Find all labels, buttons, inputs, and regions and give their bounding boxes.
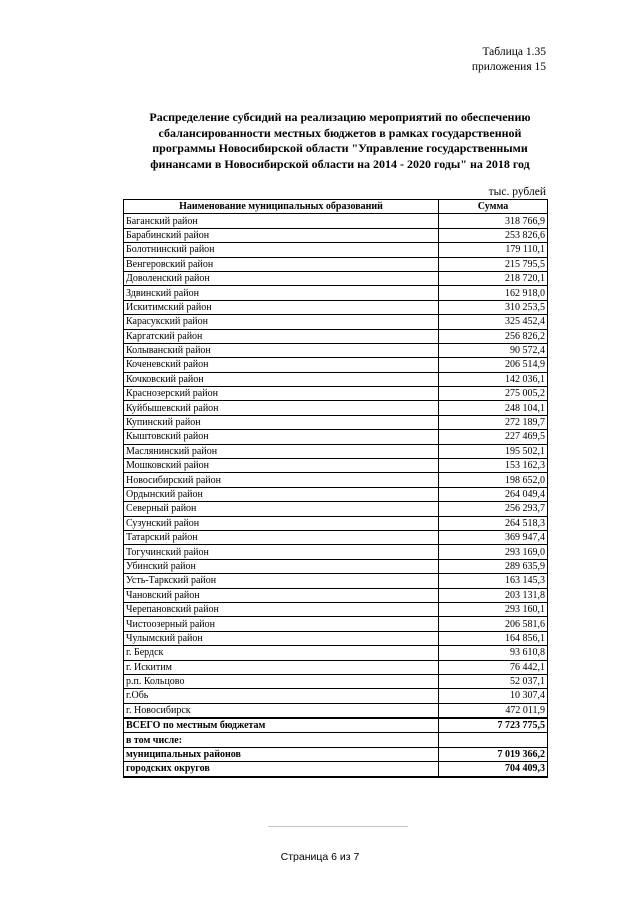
subsidy-amount: 203 131,8 xyxy=(439,588,548,602)
table-row xyxy=(124,559,548,573)
subsidy-amount: 264 518,3 xyxy=(439,516,548,530)
table-row xyxy=(124,487,548,501)
subsidy-amount: 289 635,9 xyxy=(439,559,548,573)
table-row xyxy=(124,459,548,473)
table-row xyxy=(124,329,548,343)
municipality-name: г. Бердск xyxy=(124,646,439,660)
table-row xyxy=(124,401,548,415)
subsidy-amount: 318 766,9 xyxy=(439,214,548,228)
subsidy-amount: 325 452,4 xyxy=(439,315,548,329)
subsidy-amount: 90 572,4 xyxy=(439,343,548,357)
title-line: Распределение субсидий на реализацию мероприятий по обеспечению xyxy=(149,110,531,124)
subsidy-amount: 275 005,2 xyxy=(439,387,548,401)
subsidy-amount: 369 947,4 xyxy=(439,530,548,544)
subsidy-amount: 256 826,2 xyxy=(439,329,548,343)
municipality-name: Купинский район xyxy=(124,415,439,429)
table-row xyxy=(124,300,548,314)
municipality-name: р.п. Кольцово xyxy=(124,674,439,688)
table-row xyxy=(124,214,548,228)
table-row xyxy=(124,315,548,329)
table-row xyxy=(124,689,548,703)
municipality-name: Кочковский район xyxy=(124,372,439,386)
subsidy-amount: 704 409,3 xyxy=(439,762,548,777)
table-row xyxy=(124,530,548,544)
municipality-name: г. Новосибирск xyxy=(124,703,439,718)
page-number: Страница 6 из 7 xyxy=(280,851,360,863)
footer-divider xyxy=(268,826,408,827)
municipality-name: Маслянинский район xyxy=(124,444,439,458)
document-reference xyxy=(472,45,546,75)
municipality-name: г. Искитим xyxy=(124,660,439,674)
table-row xyxy=(124,617,548,631)
subsidy-amount: 253 826,6 xyxy=(439,228,548,242)
subsidy-amount: 164 856,1 xyxy=(439,631,548,645)
subsidy-amount: 272 189,7 xyxy=(439,415,548,429)
municipality-name: Усть-Таркский район xyxy=(124,574,439,588)
municipality-name: Доволенский район xyxy=(124,271,439,285)
appendix-reference: приложения 15 xyxy=(471,61,546,73)
table-row xyxy=(124,343,548,357)
subsidy-amount: 142 036,1 xyxy=(439,372,548,386)
table-row xyxy=(124,358,548,372)
document-title xyxy=(130,110,550,172)
subsidy-table xyxy=(123,199,548,778)
table-row xyxy=(124,718,548,733)
municipality-name: Колыванский район xyxy=(124,343,439,357)
table-row xyxy=(124,502,548,516)
subsidy-amount: 163 145,3 xyxy=(439,574,548,588)
subsidy-amount: 153 162,3 xyxy=(439,459,548,473)
subsidy-amount: 198 652,0 xyxy=(439,473,548,487)
subsidy-amount: 293 169,0 xyxy=(439,545,548,559)
subsidy-amount: 206 514,9 xyxy=(439,358,548,372)
municipality-name: Искитимский район xyxy=(124,300,439,314)
municipality-name: г.Обь xyxy=(124,689,439,703)
subsidy-amount: 227 469,5 xyxy=(439,430,548,444)
municipality-name: Чистоозерный район xyxy=(124,617,439,631)
subsidy-amount: 256 293,7 xyxy=(439,502,548,516)
municipality-name: Северный район xyxy=(124,502,439,516)
subsidy-amount: 93 610,8 xyxy=(439,646,548,660)
subsidy-amount: 206 581,6 xyxy=(439,617,548,631)
municipality-name: Кыштовский район xyxy=(124,430,439,444)
table-row xyxy=(124,473,548,487)
municipality-name: Татарский район xyxy=(124,530,439,544)
municipality-name: Черепановский район xyxy=(124,602,439,616)
subsidy-amount: 7 723 775,5 xyxy=(439,718,548,733)
table-header-row xyxy=(124,200,548,214)
table-row xyxy=(124,545,548,559)
table-row xyxy=(124,243,548,257)
subsidy-amount xyxy=(439,733,548,747)
subsidy-amount: 248 104,1 xyxy=(439,401,548,415)
table-row xyxy=(124,660,548,674)
title-line: программы Новосибирской области "Управление государственными xyxy=(152,141,528,156)
header-amount: Сумма xyxy=(439,200,548,214)
table-row xyxy=(124,415,548,429)
municipality-name: Чановский район xyxy=(124,588,439,602)
municipality-name: Барабинский район xyxy=(124,228,439,242)
title-line: финансами в Новосибирской области на 2014 - 2020 годы" на 2018 год xyxy=(150,156,530,171)
subsidy-amount: 52 037,1 xyxy=(439,674,548,688)
table-row xyxy=(124,762,548,777)
municipality-name: Мошковский район xyxy=(124,459,439,473)
municipality-name: ВСЕГО по местным бюджетам xyxy=(124,718,439,733)
municipality-name: Ордынский район xyxy=(124,487,439,501)
table-row xyxy=(124,733,548,747)
municipality-name: Баганский район xyxy=(124,214,439,228)
units-label: тыс. рублей xyxy=(488,186,546,198)
municipality-name: Коченевский район xyxy=(124,358,439,372)
subsidy-amount: 7 019 366,2 xyxy=(439,747,548,761)
table-row xyxy=(124,516,548,530)
municipality-name: Сузунский район xyxy=(124,516,439,530)
table-row xyxy=(124,228,548,242)
table-row xyxy=(124,430,548,444)
municipality-name: Чулымский район xyxy=(124,631,439,645)
municipality-name: Болотнинский район xyxy=(124,243,439,257)
municipality-name: Карасукский район xyxy=(124,315,439,329)
municipality-name: Краснозерский район xyxy=(124,387,439,401)
subsidy-amount: 264 049,4 xyxy=(439,487,548,501)
table-row xyxy=(124,674,548,688)
municipality-name: Убинский район xyxy=(124,559,439,573)
subsidy-amount: 293 160,1 xyxy=(439,602,548,616)
municipality-name: в том числе: xyxy=(124,733,439,747)
subsidy-amount: 10 307,4 xyxy=(439,689,548,703)
municipality-name: Венгеровский район xyxy=(124,257,439,271)
table-row xyxy=(124,257,548,271)
municipality-name: Здвинский район xyxy=(124,286,439,300)
title-line: сбалансированности местных бюджетов в рамках государственной xyxy=(158,125,522,140)
table-row xyxy=(124,588,548,602)
municipality-name: Каргатский район xyxy=(124,329,439,343)
table-row xyxy=(124,271,548,285)
subsidy-amount: 162 918,0 xyxy=(439,286,548,300)
table-row xyxy=(124,574,548,588)
subsidy-amount: 215 795,5 xyxy=(439,257,548,271)
table-row xyxy=(124,372,548,386)
municipality-name: Новосибирский район xyxy=(124,473,439,487)
municipality-name: муниципальных районов xyxy=(124,747,439,761)
table-row xyxy=(124,747,548,761)
table-row xyxy=(124,646,548,660)
subsidy-amount: 472 011,9 xyxy=(439,703,548,718)
table-body xyxy=(124,214,548,777)
subsidy-amount: 310 253,5 xyxy=(439,300,548,314)
subsidy-amount: 218 720,1 xyxy=(439,271,548,285)
table-row xyxy=(124,387,548,401)
subsidy-amount: 179 110,1 xyxy=(439,243,548,257)
subsidy-amount: 195 502,1 xyxy=(439,444,548,458)
municipality-name: городских округов xyxy=(124,762,439,777)
municipality-name: Куйбышевский район xyxy=(124,401,439,415)
table-row xyxy=(124,631,548,645)
table-row xyxy=(124,444,548,458)
table-row xyxy=(124,602,548,616)
header-municipality: Наименование муниципальных образований xyxy=(124,200,439,214)
table-row xyxy=(124,286,548,300)
table-row xyxy=(124,703,548,718)
municipality-name: Тогучинский район xyxy=(124,545,439,559)
subsidy-amount: 76 442,1 xyxy=(439,660,548,674)
table-reference: Таблица 1.35 xyxy=(482,46,546,58)
